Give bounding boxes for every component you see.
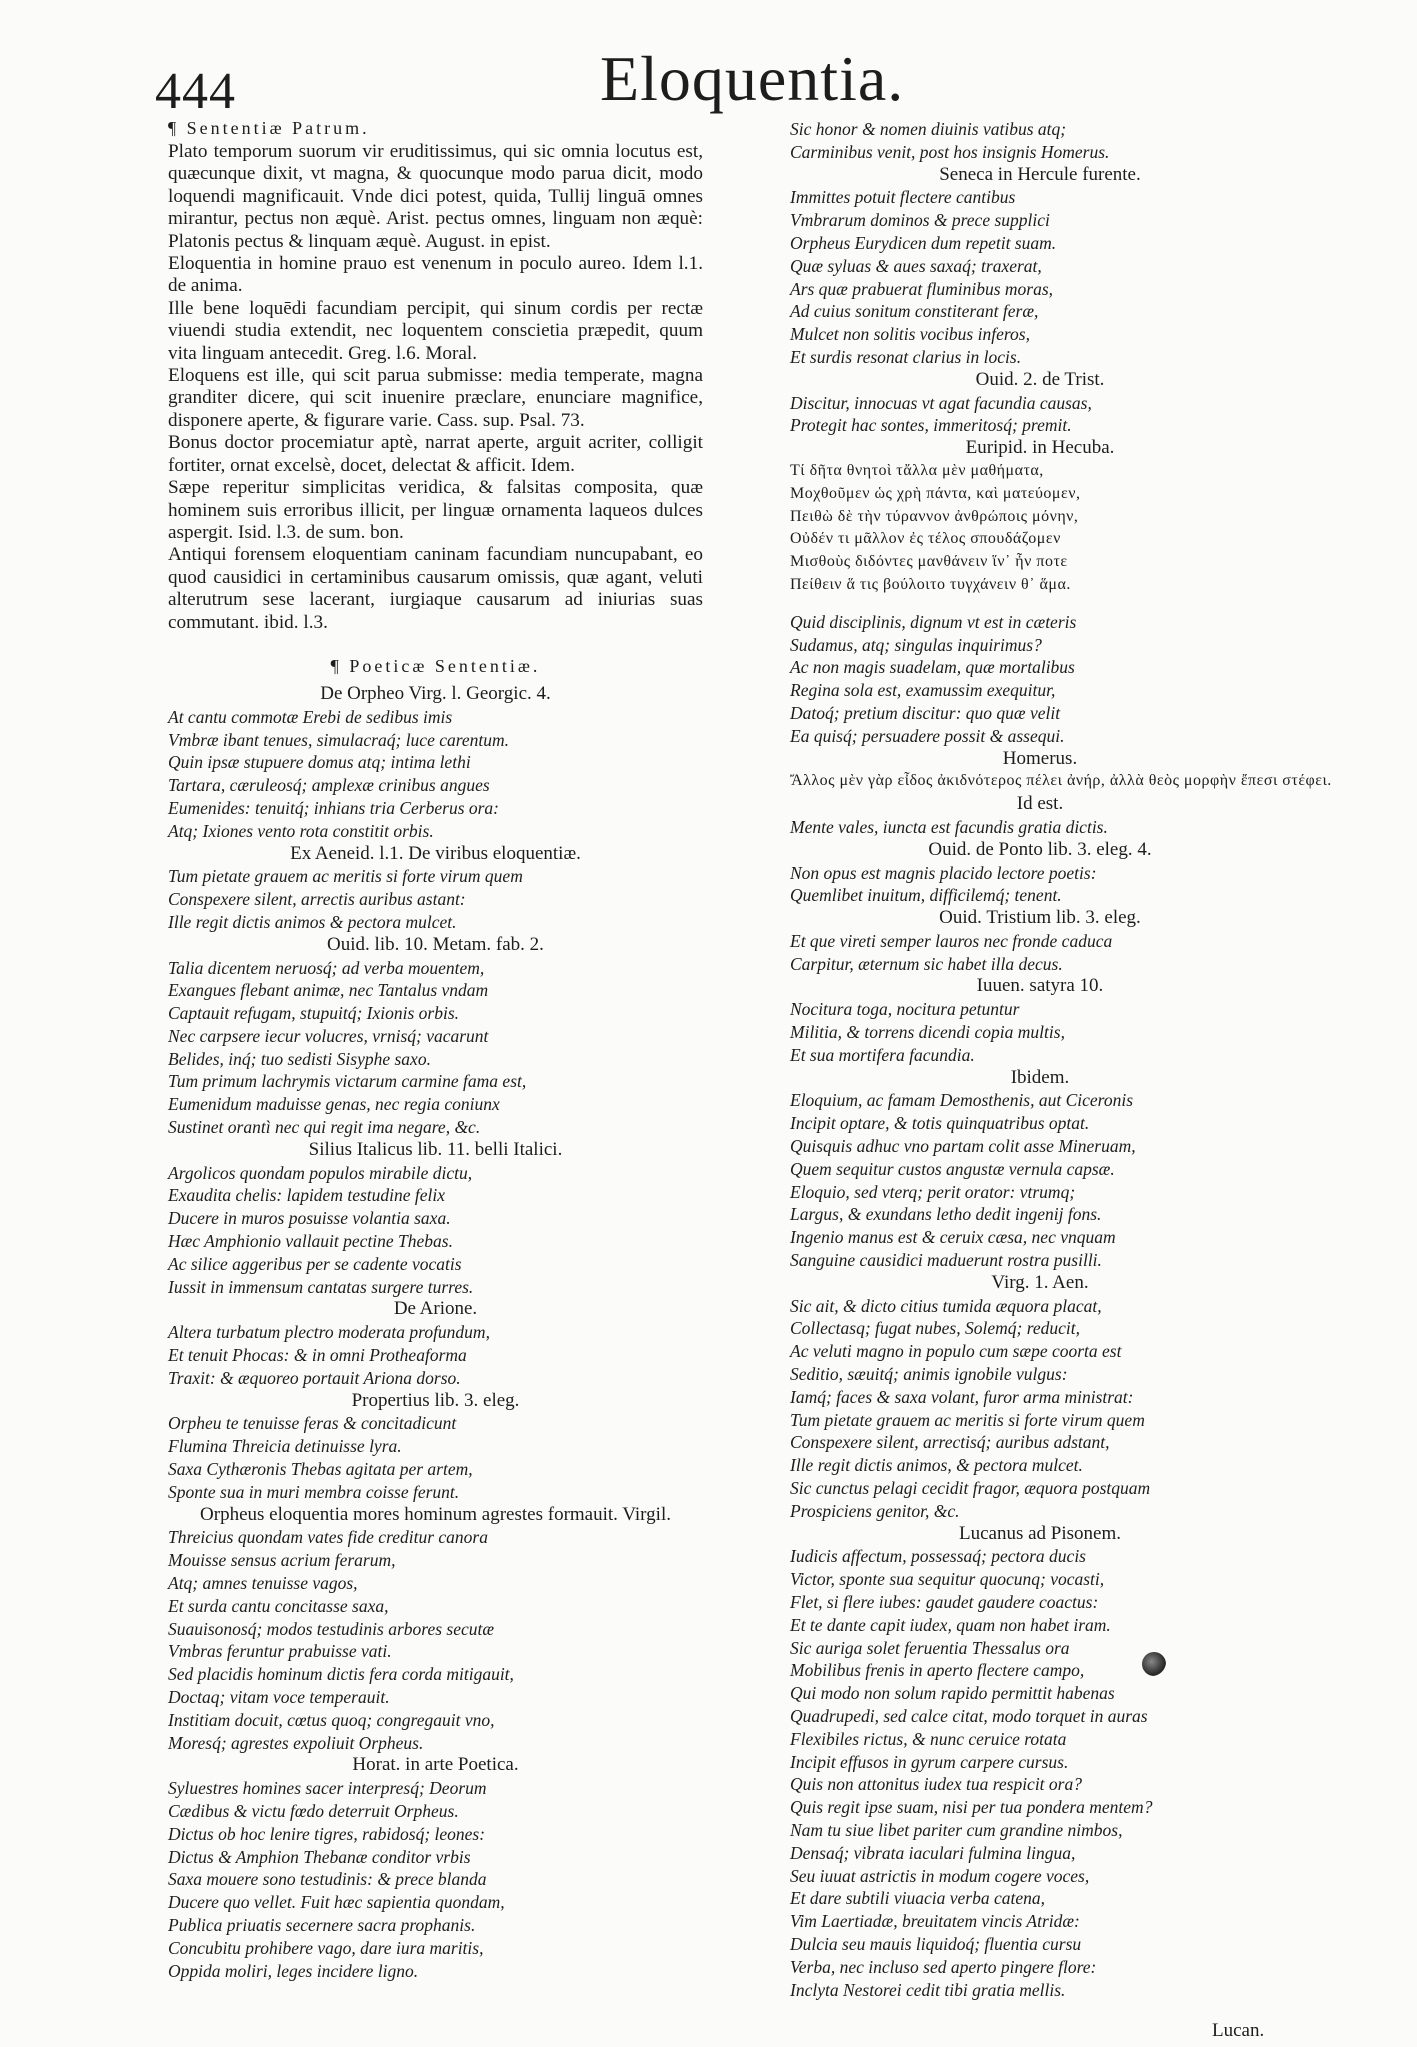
verse-line: Et dare subtili viuacia verba catena,	[790, 1888, 1045, 1909]
verse-line: Eumenides: tenuitq́; inhians tria Cerberus ora:	[168, 797, 500, 818]
idest-heading: Id est.	[1016, 793, 1064, 815]
homer-greek: Ἄλλος μὲν γὰρ εἶδος ἀκιδνότερος πέλει ἀνήρ, ἀλλὰ θεὸς μορφὴν ἔπεσι στέφει.	[790, 772, 1332, 790]
left-column	[168, 118, 703, 1982]
verse-line: Ac silice aggeribus per se cadente vocatis	[168, 1253, 462, 1274]
verse-line: Ille regit dictis animos, & pectora mulcet.	[790, 1455, 1083, 1476]
verse-line: At cantu commotæ Erebi de sedibus imis	[168, 706, 453, 727]
verse-line: Captauit refugam, stupuitq́; Ixionis orbis.	[168, 1003, 460, 1024]
verse-line: Cædibus & victu fœdo deterruit Orpheus.	[168, 1800, 459, 1821]
greek-verse-line: Πείθειν ἅ τις βούλοιτο τυγχάνειν θ᾽ ἅμα.	[790, 575, 1071, 593]
quotation-heading: Ouid. 2. de Trist.	[975, 368, 1105, 390]
patrum-paragraph: Plato temporum suorum vir eruditissimus, qui sic omnia locutus est, quæcunque dixit, vt magna, & quocunque modo parua dicit, modo loquendi magnificauit. Vnde dici potest, quida, Tullij linguā omnes mirantur, pectus non æquè. Arist. pectus omnes, linguam non æquè: Platonis pectus & linquam æquè. August. in epist.	[168, 141, 703, 252]
verse-line: Quæ syluas & aues saxaq́; traxerat,	[790, 255, 1042, 276]
verse-line: Mobilibus frenis in aperto flectere campo,	[790, 1660, 1085, 1681]
verse-line: Eumenidum maduisse genas, nec regia coniunx	[168, 1094, 500, 1115]
homer-heading: Homerus.	[1002, 747, 1078, 769]
verse-line: Non opus est magnis placido lectore poetis:	[790, 862, 1097, 883]
catchword: Lucan.	[1212, 2020, 1265, 2041]
greek-verse-line: Πειθὼ δὲ τὴν τύραννον ἀνθρώποις μόνην,	[790, 507, 1079, 525]
ink-blot	[1142, 1652, 1166, 1676]
greek-verse-line: Οὐδέν τι μᾶλλον ἐς τέλος σπουδάζομεν	[790, 530, 1061, 548]
verse-line: Eloquio, sed vterq; perit orator: vtrumq;	[790, 1181, 1076, 1202]
patrum-paragraph: Eloquens est ille, qui scit parua submisse: media temperate, magna granditer dicere, qui scit inuenire præclare, enunciare magnifice, disponere aperte, & figurare varie. Cass. sup. Psal. 73.	[168, 365, 703, 431]
verse-line: Ars quæ prabuerat fluminibus moras,	[790, 278, 1054, 299]
verse-line: Quin ipsæ stupuere domus atq; intima lethi	[168, 752, 471, 773]
verse-line: Largus, & exundans letho dedit ingenij fons.	[790, 1204, 1102, 1225]
verse-line: Atq; amnes tenuisse vagos,	[168, 1573, 358, 1594]
verse-line: Flumina Threicia detinuisse lyra.	[168, 1436, 402, 1457]
verse-line: Vmbras feruntur prabuisse vati.	[168, 1641, 392, 1662]
verse-line: Flexibiles rictus, & nunc ceruice rotata	[790, 1728, 1067, 1749]
verse-line: Sic honor & nomen diuinis vatibus atq;	[790, 119, 1067, 139]
quotation-heading: Ouid. de Ponto lib. 3. eleg. 4.	[928, 838, 1152, 860]
verse-line: Incipit optare, & totis quinquatribus optat.	[790, 1113, 1090, 1134]
verse-line: Threicius quondam vates fide creditur canora	[168, 1527, 488, 1548]
verse-line: Collectasq; fugat nubes, Solemq́; reducit,	[790, 1318, 1080, 1339]
patrum-paragraph: Antiqui forensem eloquentiam caninam facundiam nuncupabant, eo quod causidici in certaminibus causarum omissis, quæ agant, veluti alterutrum sese lacerant, iurgiaque causarum ad iniurias suas commutant. ibid. l.3.	[168, 544, 703, 633]
verse-line: Tum pietate grauem ac meritis si forte virum quem	[168, 866, 523, 887]
verse-line: Mouisse sensus acrium ferarum,	[168, 1550, 396, 1571]
verse-line: Ea quisq́; persuadere possit & assequi.	[790, 725, 1065, 746]
verse-line: Nec carpsere iecur volucres, vrnisq́; vacarunt	[168, 1025, 489, 1046]
verse-line: Sustinet orantì nec qui regit ima negare, &c.	[168, 1117, 481, 1138]
verse-line: Militia, & torrens dicendi copia multis,	[790, 1022, 1065, 1043]
verse-line: Et surdis resonat clarius in locis.	[790, 346, 1022, 367]
verse-line: Dictus & Amphion Thebanæ conditor vrbis	[168, 1846, 471, 1867]
verse-line: Doctaq; vitam voce temperauit.	[168, 1687, 390, 1707]
quotation-heading: Ouid. lib. 10. Metam. fab. 2.	[327, 933, 544, 955]
verse-line: Tartara, cæruleosq́; amplexæ crinibus angues	[168, 775, 490, 796]
quotation-heading: Horat. in arte Poetica.	[352, 1754, 519, 1776]
verse-line: Sanguine causidici maduerunt rostra pusilli.	[790, 1250, 1102, 1271]
poetic-quotations	[168, 683, 703, 1982]
verse-line: Tum pietate grauem ac meritis si forte virum quem	[790, 1409, 1145, 1430]
verse-line: Syluestres homines sacer interpresq́; Deorum	[168, 1778, 487, 1799]
verse-line: Verba, nec incluso sed aperto pingere flore:	[790, 1956, 1097, 1977]
verse-line: Conspexere silent, arrectisq́; auribus adstant,	[790, 1432, 1110, 1453]
verse-line: Institiam docuit, cœtus quoq; congregauit vno,	[168, 1709, 495, 1730]
quotation-heading: Ex Aeneid. l.1. De viribus eloquentiæ.	[290, 842, 581, 864]
verse-line: Nocitura toga, nocitura petuntur	[790, 999, 1020, 1020]
page-number: 444	[155, 63, 236, 120]
verse-line: Atq; Ixiones vento rota constitit orbis.	[168, 820, 434, 841]
verse-line: Prospiciens genitor, &c.	[790, 1500, 960, 1521]
verse-line: Sic auriga solet feruentia Thessalus ora	[790, 1637, 1070, 1658]
quotation-heading: De Orpheo Virg. l. Georgic. 4.	[320, 682, 551, 704]
quotation-heading: Ibidem.	[1010, 1066, 1070, 1088]
verse-line: Tum primum lachrymis victarum carmine fama est,	[168, 1071, 527, 1092]
verse-line: Ac non magis suadelam, quæ mortalibus	[790, 657, 1075, 678]
quotation-heading: Iuuen. satyra 10.	[976, 975, 1104, 997]
verse-line: Sudamus, atq; singulas inquirimus?	[790, 634, 1042, 655]
verse-line: Ad cuius sonitum constiterant feræ,	[790, 301, 1039, 322]
verse-line: Sic ait, & dicto citius tumida æquora placat,	[790, 1295, 1102, 1316]
verse-line: Mulcet non solitis vocibus inferos,	[790, 324, 1030, 345]
verse-line: Qui modo non solum rapido permittit habenas	[790, 1683, 1115, 1704]
verse-line: Quemlibet inuitum, difficilemq́; tenent.	[790, 885, 1062, 906]
verse-line: Suauisonosq́; modos testudinis arbores secutæ	[168, 1618, 495, 1639]
verse-line: Quid disciplinis, dignum vt est in cæteris	[790, 611, 1077, 632]
quotation-heading: Propertius lib. 3. eleg.	[351, 1389, 520, 1411]
patrum-paragraphs	[168, 141, 703, 634]
verse-line: Argolicos quondam populos mirabile dictu,	[168, 1162, 473, 1183]
verse-line: Talia dicentem neruosq́; ad verba mouentem,	[168, 957, 485, 978]
verse-line: Exaudita chelis: lapidem testudine felix	[168, 1185, 446, 1206]
patrum-paragraph: Eloquentia in homine prauo est venenum in poculo aureo. Idem l.1. de anima.	[168, 253, 703, 297]
verse-line: Iussit in immensum cantatas surgere turres.	[168, 1276, 474, 1297]
patrum-paragraph: Ille bene loquēdi facundiam percipit, qui sinum cordis per rectæ viuendi studia extendit, nec loquentem conscietia præpedit, quum vita linguam antecedit. Greg. l.6. Moral.	[168, 297, 703, 364]
verse-line: Quis non attonitus iudex tua respicit ora?	[790, 1774, 1082, 1795]
verse-line: Saxa Cythæronis Thebas agitata per artem,	[168, 1459, 473, 1480]
verse-line: Inclyta Nestorei cedit tibi gratia mellis.	[790, 1979, 1066, 2000]
verse-line: Incipit effusos in gyrum carpere cursus.	[790, 1751, 1069, 1772]
verse-line: Moresq́; agrestes expoliuit Orpheus.	[168, 1732, 424, 1753]
verse-line: Vmbrarum dominos & prece supplici	[790, 210, 1050, 231]
section-title-poeticae: ¶ Poeticæ Sententiæ.	[330, 655, 541, 676]
verse-line: Belides, inq́; tuo sedisti Sisyphe saxo.	[168, 1048, 431, 1069]
verse-line: Ducere quo vellet. Fuit hæc sapientia quondam,	[168, 1892, 505, 1913]
right-poems-c	[790, 816, 1290, 2001]
patrum-paragraph: Bonus doctor procemiatur aptè, narrat aperte, arguit acriter, colligit fortiter, ornat excelsè, docet, delectat & afficit. Idem.	[168, 432, 703, 476]
verse-line: Conspexere silent, arrectis auribus astant:	[168, 889, 466, 910]
verse-line: Ducere in muros posuisse volantia saxa.	[168, 1208, 451, 1229]
verse-line: Eloquium, ac famam Demosthenis, aut Ciceronis	[790, 1090, 1134, 1111]
greek-verse-line: Μισθοὺς διδόντες μανθάνειν ἵν᾽ ἦν ποτε	[790, 553, 1068, 571]
verse-line: Et tenuit Phocas: & in omni Protheaforma	[168, 1345, 467, 1366]
running-title: Eloquentia.	[600, 43, 905, 114]
verse-line: Sic cunctus pelagi cecidit fragor, æquora postquam	[790, 1478, 1151, 1499]
verse-line: Sponte sua in muri membra coisse ferunt.	[168, 1481, 460, 1502]
verse-line: Densaq́; vibrata iaculari fulmina lingua,	[790, 1842, 1076, 1863]
verse-line: Et te dante capit iudex, quam non habet iram.	[790, 1614, 1111, 1635]
quotation-heading: Orpheus eloquentia mores hominum agrestes formauit. Virgil.	[200, 1503, 671, 1525]
verse-line: Quisquis adhuc vno partam colit asse Mineruam,	[790, 1136, 1136, 1157]
verse-line: Nam tu siue libet pariter cum grandine nimbos,	[790, 1819, 1123, 1840]
verse-line: Flet, si flere iubes: gaudet gaudere coactus:	[790, 1592, 1099, 1612]
right-column	[790, 118, 1332, 2001]
verse-line: Orpheus Eurydicen dum repetit suam.	[790, 232, 1057, 253]
quotation-heading: Euripid. in Hecuba.	[965, 437, 1115, 459]
verse-line: Seditio, sæuitq́; animis ignobile vulgus:	[790, 1364, 1068, 1385]
verse-line: Publica priuatis secernere sacra prophanis.	[168, 1914, 476, 1935]
verse-line: Sed placidis hominum dictis fera corda mitigauit,	[168, 1664, 514, 1685]
verse-line: Quis regit ipse suam, nisi per tua pondera mentem?	[790, 1797, 1153, 1818]
verse-line: Orpheu te tenuisse feras & concitadicunt	[168, 1413, 457, 1434]
verse-line: Datoq́; pretium discitur: quo quæ velit	[790, 702, 1061, 723]
euripides-latin	[790, 611, 1290, 748]
quotation-heading: De Arione.	[393, 1298, 478, 1320]
right-poems-a	[790, 118, 1290, 460]
verse-line: Quem sequitur custos angustæ vernula capsæ.	[790, 1158, 1115, 1179]
quotation-heading: Silius Italicus lib. 11. belli Italici.	[308, 1138, 563, 1160]
verse-line: Carminibus venit, post hos insignis Homerus.	[790, 141, 1110, 162]
verse-line: Exangues flebant animæ, nec Tantalus vndam	[168, 980, 489, 1001]
verse-line: Altera turbatum plectro moderata profundum,	[168, 1322, 490, 1343]
greek-verse-line: Μοχθοῦμεν ὡς χρὴ πάντα, καὶ ματεύομεν,	[790, 484, 1081, 502]
greek-verse-line: Τί δῆτα θνητοὶ τἄλλα μὲν μαθήματα,	[790, 461, 1044, 479]
verse-line: Victor, sponte sua sequitur quocunq; vocasti,	[790, 1569, 1105, 1590]
verse-line: Traxit: & æquoreo portauit Ariona dorso.	[168, 1367, 461, 1388]
quotation-heading: Virg. 1. Aen.	[991, 1271, 1089, 1293]
verse-line: Vim Laertiadæ, breuitatem vincis Atridæ:	[790, 1911, 1080, 1932]
verse-line: Hæc Amphionio vallauit pectine Thebas.	[168, 1231, 453, 1252]
verse-line: Oppida moliri, leges incidere ligno.	[168, 1960, 419, 1981]
verse-line: Quadrupedi, sed calce citat, modo torquet in auras	[790, 1705, 1148, 1726]
verse-line: Immittes potuit flectere cantibus	[790, 187, 1016, 208]
verse-line: Ille regit dictis animos & pectora mulcet.	[168, 911, 457, 932]
verse-line: Carpitur, æternum sic habet illa decus.	[790, 953, 1063, 974]
quotation-heading: Seneca in Hercule furente.	[939, 163, 1141, 185]
verse-line: Concubitu prohibere vago, dare iura maritis,	[168, 1937, 484, 1958]
quotation-heading: Lucanus ad Pisonem.	[958, 1522, 1121, 1544]
section-title-patrum: ¶ Sententiæ Patrum.	[168, 118, 370, 138]
verse-line: Iudicis affectum, possessaq́; pectora ducis	[790, 1546, 1086, 1567]
verse-line: Vmbræ ibant tenues, simulacraq́; luce carentum.	[168, 729, 510, 750]
verse-line: Ac veluti magno in populo cum sæpe coorta est	[790, 1341, 1122, 1362]
verse-line: Et sua mortifera facundia.	[790, 1044, 975, 1065]
verse-line: Ingenio manus est & ceruix cæsa, nec vnquam	[790, 1227, 1116, 1248]
verse-line: Et surda cantu concitasse saxa,	[168, 1595, 389, 1616]
patrum-paragraph: Sæpe reperitur simplicitas veridica, & falsitas composita, quæ hominem suis erroribus illicit, per linguæ ornamenta laqueos dulces aspergit. Isid. l.3. de sum. bon.	[168, 477, 703, 543]
verse-line: Mente vales, iuncta est facundis gratia dictis.	[790, 816, 1108, 837]
verse-line: Discitur, innocuas vt agat facundia causas,	[790, 392, 1092, 413]
verse-line: Dulcia seu mauis liquidoq́; fluentia cursu	[790, 1933, 1082, 1954]
verse-line: Dictus ob hoc lenire tigres, rabidosq́; leones:	[168, 1823, 486, 1844]
verse-line: Protegit hac sontes, immeritosq́; premit.	[790, 415, 1072, 436]
euripides-greek	[790, 460, 1290, 597]
verse-line: Seu iuuat astrictis in modum cogere voces,	[790, 1865, 1090, 1886]
quotation-heading: Ouid. Tristium lib. 3. eleg.	[939, 907, 1141, 929]
verse-line: Et que vireti semper lauros nec fronde caduca	[790, 930, 1113, 951]
verse-line: Iamq́; faces & saxa volant, furor arma ministrat:	[790, 1386, 1134, 1407]
verse-line: Regina sola est, examussim exequitur,	[790, 680, 1056, 701]
verse-line: Saxa mouere sono testudinis: & prece blanda	[168, 1869, 487, 1890]
